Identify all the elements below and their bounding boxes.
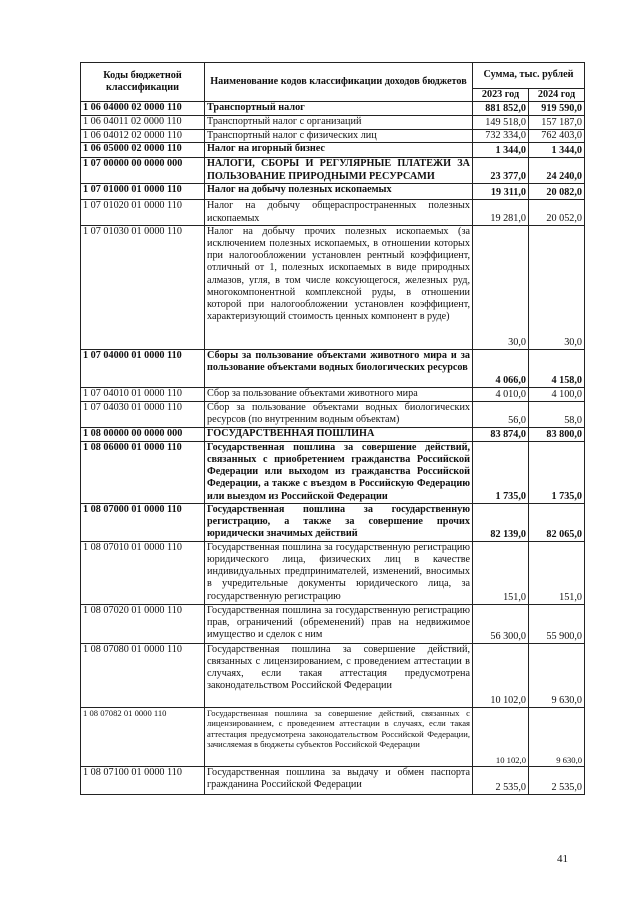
table-row <box>81 116 585 130</box>
row-value-2023: 881 852,0 <box>473 102 529 116</box>
row-code: 1 08 07080 01 0000 110 <box>81 643 205 707</box>
document-page <box>80 62 585 795</box>
row-value-2023: 10 102,0 <box>473 707 529 766</box>
row-value-2023: 732 334,0 <box>473 130 529 143</box>
row-value-2023: 56 300,0 <box>473 604 529 643</box>
row-value-2023: 30,0 <box>473 225 529 349</box>
table-row <box>81 130 585 143</box>
table-row <box>81 707 585 766</box>
row-name: НАЛОГИ, СБОРЫ И РЕГУЛЯРНЫЕ ПЛАТЕЖИ ЗА ПОЛЬЗОВАНИЕ ПРИРОДНЫМИ РЕСУРСАМИ <box>205 158 473 184</box>
row-name: Сбор за пользование объектами животного мира <box>205 387 473 401</box>
table-row <box>81 225 585 349</box>
row-value-2023: 149 518,0 <box>473 116 529 130</box>
row-value-2023: 1 735,0 <box>473 441 529 503</box>
row-value-2023: 23 377,0 <box>473 158 529 184</box>
row-value-2024: 82 065,0 <box>529 503 585 541</box>
row-value-2023: 19 311,0 <box>473 184 529 200</box>
row-name: Налог на добычу прочих полезных ископаемых (за исключением полезных ископаемых, в отношении которых при налогообложении установлен рентный коэффициент, отличный от 1, полезных ископаемых в виде природных алмазов, угля, в том числе коксующегося, железных руд, многокомпонентной комплексной руды, в отношении которой при налогообложении установлен коэффициент, характеризующий стоимость ценных компонент в руде) <box>205 225 473 349</box>
row-value-2023: 151,0 <box>473 541 529 604</box>
row-value-2024: 919 590,0 <box>529 102 585 116</box>
table-row <box>81 643 585 707</box>
row-value-2024: 20 082,0 <box>529 184 585 200</box>
row-value-2023: 10 102,0 <box>473 643 529 707</box>
row-code: 1 08 00000 00 0000 000 <box>81 427 205 441</box>
row-code: 1 07 01000 01 0000 110 <box>81 184 205 200</box>
row-value-2024: 24 240,0 <box>529 158 585 184</box>
table-row <box>81 401 585 427</box>
row-value-2024: 9 630,0 <box>529 643 585 707</box>
row-code: 1 07 00000 00 0000 000 <box>81 158 205 184</box>
table-row <box>81 200 585 225</box>
row-value-2023: 4 066,0 <box>473 349 529 387</box>
header-year-2023: 2023 год <box>473 89 529 102</box>
row-name: Транспортный налог с организаций <box>205 116 473 130</box>
row-name: Сборы за пользование объектами животного мира и за пользование объектами водных биологических ресурсов <box>205 349 473 387</box>
row-value-2024: 1 735,0 <box>529 441 585 503</box>
row-value-2024: 2 535,0 <box>529 766 585 794</box>
row-code: 1 07 04030 01 0000 110 <box>81 401 205 427</box>
row-value-2023: 83 874,0 <box>473 427 529 441</box>
row-value-2024: 762 403,0 <box>529 130 585 143</box>
row-name: Государственная пошлина за государственную регистрацию, а также за совершение прочих юридически значимых действий <box>205 503 473 541</box>
table-row <box>81 541 585 604</box>
row-value-2024: 83 800,0 <box>529 427 585 441</box>
row-value-2024: 20 052,0 <box>529 200 585 225</box>
table-row <box>81 387 585 401</box>
row-name: Государственная пошлина за государственную регистрацию юридического лица, физических лиц в качестве индивидуальных предпринимателей, изменений, вносимых в учредительные документы юридического лица, за государственную регистрацию <box>205 541 473 604</box>
row-value-2024: 157 187,0 <box>529 116 585 130</box>
row-code: 1 08 07010 01 0000 110 <box>81 541 205 604</box>
header-year-2024: 2024 год <box>529 89 585 102</box>
table-row <box>81 766 585 794</box>
row-value-2024: 55 900,0 <box>529 604 585 643</box>
revenue-table <box>80 62 585 795</box>
row-code: 1 07 04010 01 0000 110 <box>81 387 205 401</box>
row-code: 1 08 07100 01 0000 110 <box>81 766 205 794</box>
row-value-2024: 151,0 <box>529 541 585 604</box>
row-code: 1 06 04012 02 0000 110 <box>81 130 205 143</box>
row-name: Налог на игорный бизнес <box>205 143 473 158</box>
row-value-2023: 2 535,0 <box>473 766 529 794</box>
row-value-2024: 30,0 <box>529 225 585 349</box>
row-name: Налог на добычу полезных ископаемых <box>205 184 473 200</box>
row-code: 1 08 07020 01 0000 110 <box>81 604 205 643</box>
row-value-2023: 1 344,0 <box>473 143 529 158</box>
table-row <box>81 184 585 200</box>
row-value-2023: 82 139,0 <box>473 503 529 541</box>
header-codes: Коды бюджетной классификации <box>81 63 205 102</box>
row-name: Транспортный налог <box>205 102 473 116</box>
row-name: Государственная пошлина за совершение действий, связанных с приобретением гражданства Российской Федерации или выходом из гражданства Российской Федерации, а также с въездом в Российскую Федерацию или выездом из Российской Федерации <box>205 441 473 503</box>
table-row <box>81 102 585 116</box>
row-name: Государственная пошлина за совершение действий, связанных с лицензированием, с проведением аттестации в случаях, если такая аттестация предусмотрена законодательством Российской Федерации <box>205 643 473 707</box>
table-row <box>81 427 585 441</box>
row-code: 1 06 04000 02 0000 110 <box>81 102 205 116</box>
row-value-2024: 4 100,0 <box>529 387 585 401</box>
row-name: Государственная пошлина за совершение действий, связанных с лицензированием, с проведением аттестации в случаях, если такая аттестация предусмотрена законодательством Российской Федерации, зачисляемая в бюджеты субъектов Российской Федерации <box>205 707 473 766</box>
row-code: 1 07 01020 01 0000 110 <box>81 200 205 225</box>
row-code: 1 07 04000 01 0000 110 <box>81 349 205 387</box>
row-name: Транспортный налог с физических лиц <box>205 130 473 143</box>
row-name: Сбор за пользование объектами водных биологических ресурсов (по внутренним водным объектам) <box>205 401 473 427</box>
row-value-2024: 9 630,0 <box>529 707 585 766</box>
header-sum: Сумма, тыс. рублей <box>473 63 585 89</box>
row-code: 1 07 01030 01 0000 110 <box>81 225 205 349</box>
table-row <box>81 349 585 387</box>
row-value-2024: 58,0 <box>529 401 585 427</box>
row-code: 1 08 07082 01 0000 110 <box>81 707 205 766</box>
table-row <box>81 158 585 184</box>
table-row <box>81 503 585 541</box>
row-name: Государственная пошлина за государственную регистрацию прав, ограничений (обременений) прав на недвижимое имущество и сделок с ним <box>205 604 473 643</box>
row-code: 1 08 06000 01 0000 110 <box>81 441 205 503</box>
row-code: 1 06 04011 02 0000 110 <box>81 116 205 130</box>
row-value-2023: 4 010,0 <box>473 387 529 401</box>
row-name: Государственная пошлина за выдачу и обмен паспорта гражданина Российской Федерации <box>205 766 473 794</box>
row-value-2024: 4 158,0 <box>529 349 585 387</box>
table-row <box>81 441 585 503</box>
header-name: Наименование кодов классификации доходов бюджетов <box>205 63 473 102</box>
row-name: ГОСУДАРСТВЕННАЯ ПОШЛИНА <box>205 427 473 441</box>
row-value-2023: 19 281,0 <box>473 200 529 225</box>
table-row <box>81 604 585 643</box>
page-number: 41 <box>557 853 568 865</box>
row-value-2024: 1 344,0 <box>529 143 585 158</box>
row-value-2023: 56,0 <box>473 401 529 427</box>
row-code: 1 08 07000 01 0000 110 <box>81 503 205 541</box>
table-row <box>81 143 585 158</box>
row-code: 1 06 05000 02 0000 110 <box>81 143 205 158</box>
row-name: Налог на добычу общераспространенных полезных ископаемых <box>205 200 473 225</box>
